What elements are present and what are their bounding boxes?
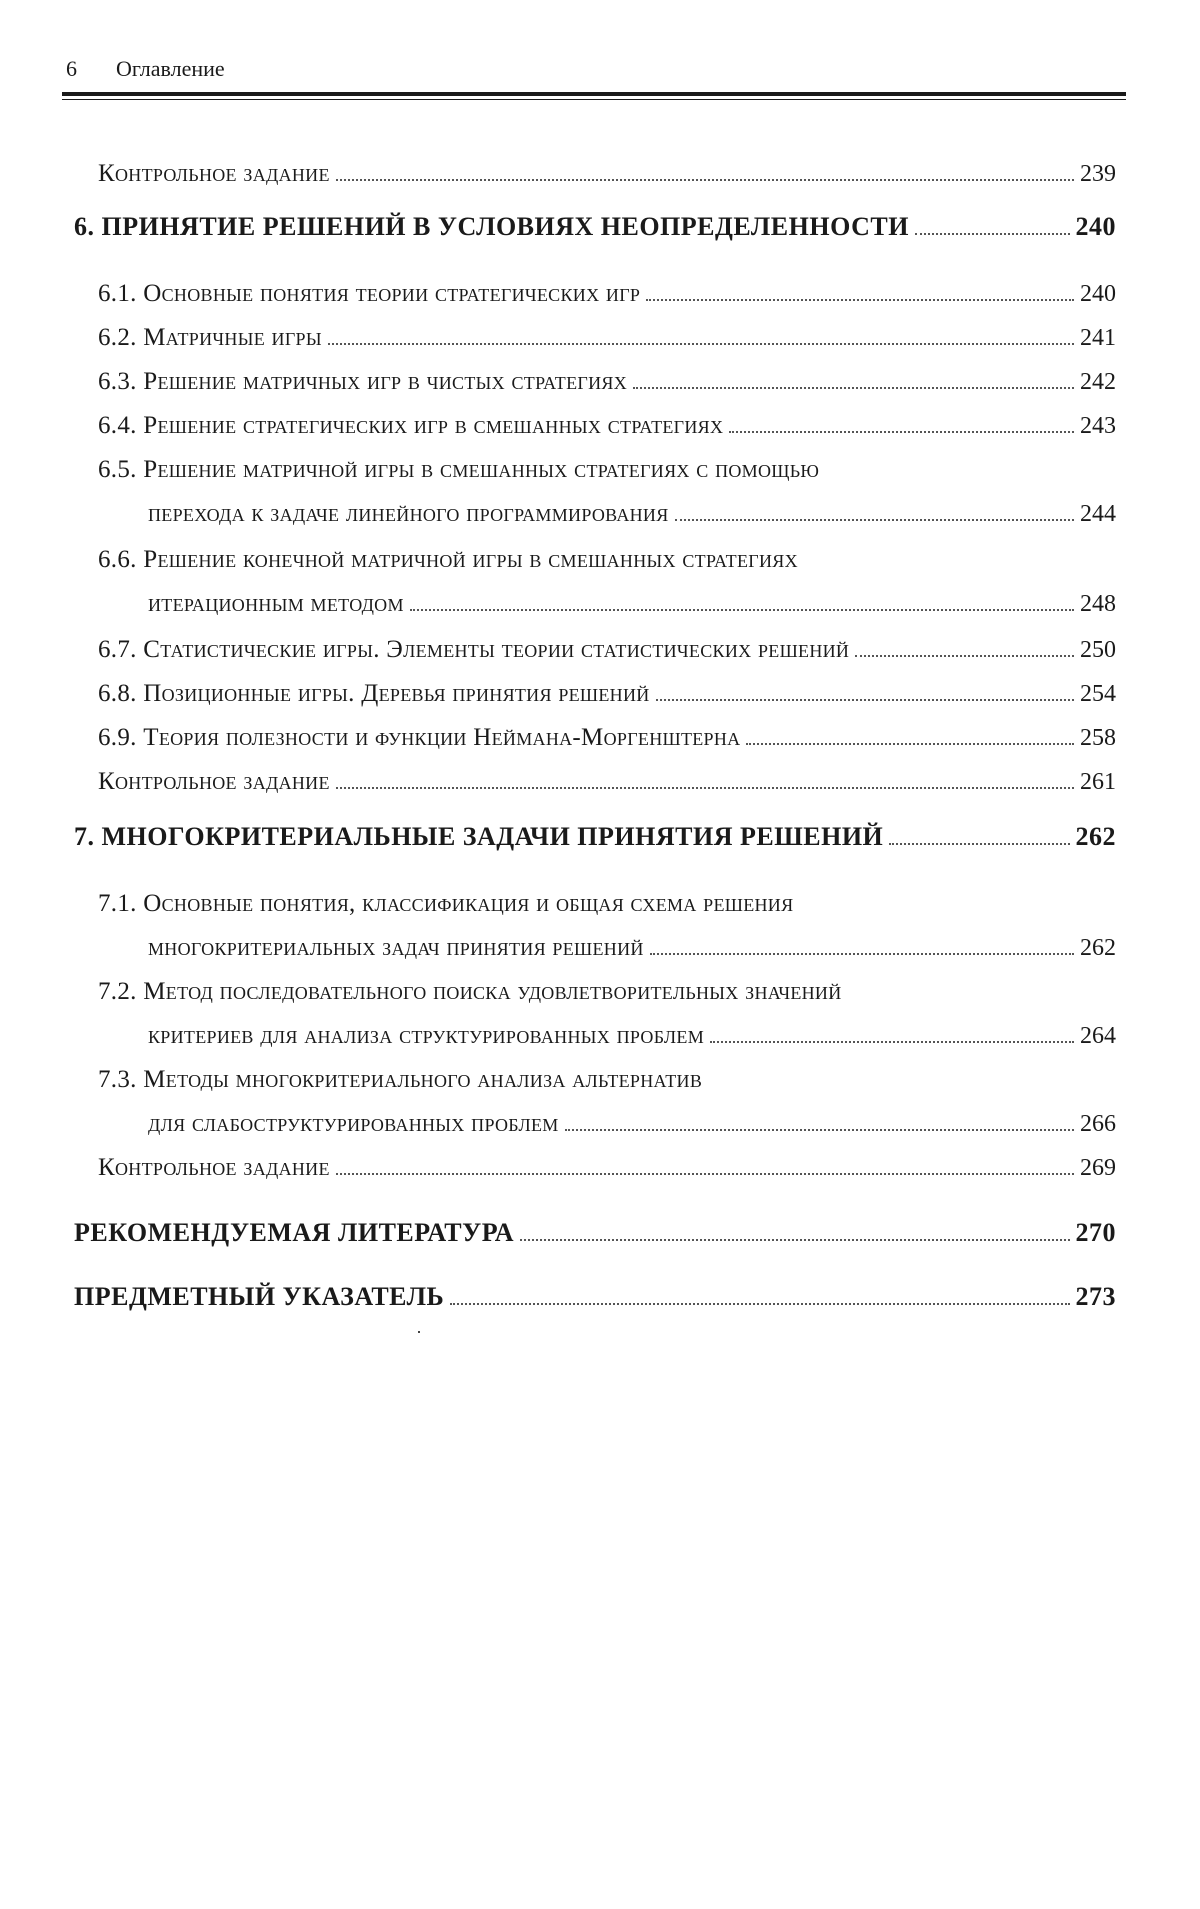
toc-entry-title: 6.3. Решение матричных игр в чистых стратегиях (98, 368, 628, 395)
dot-leader (729, 431, 1074, 433)
toc-entry-title: Контрольное задание (98, 1154, 330, 1181)
toc-entry-title: перехода к задаче линейного программирования (148, 500, 669, 527)
toc-page-number: 270 (1075, 1218, 1116, 1247)
toc-entry (98, 324, 1116, 352)
running-title: Оглавление (116, 56, 225, 81)
toc-page-number: 269 (1080, 1155, 1116, 1181)
toc-page-number: 273 (1075, 1282, 1116, 1311)
toc-entry (98, 724, 1116, 752)
toc-entry-title: критериев для анализа структурированных проблем (148, 1022, 705, 1049)
toc-entry-line1: 7.3. Методы многокритериального анализа альтернатив (98, 1066, 703, 1093)
toc-entry-title: 6.2. Матричные игры (98, 324, 322, 351)
header-rule-thick (62, 92, 1126, 96)
dot-leader (746, 743, 1074, 745)
toc-entry (98, 368, 1116, 396)
dot-leader (889, 843, 1069, 845)
dot-leader (336, 1173, 1074, 1175)
toc-page-number: 266 (1080, 1111, 1116, 1137)
dot-leader (336, 787, 1074, 789)
toc-entry (148, 590, 1116, 618)
toc-entry-title: 6.8. Позиционные игры. Деревья принятия решений (98, 680, 650, 707)
dot-leader (656, 699, 1074, 701)
dot-leader (915, 233, 1070, 235)
toc-entry-title: итерационным методом (148, 590, 404, 617)
dot-leader (520, 1239, 1069, 1241)
toc-page-number: 248 (1080, 591, 1116, 617)
toc-entry-title: 7. МНОГОКРИТЕРИАЛЬНЫЕ ЗАДАЧИ ПРИНЯТИЯ РЕШЕНИЙ (74, 822, 884, 851)
toc-entry-title: 6. ПРИНЯТИЕ РЕШЕНИЙ В УСЛОВИЯХ НЕОПРЕДЕЛЕННОСТИ (74, 212, 909, 241)
toc-page-number: 261 (1080, 769, 1116, 795)
dot-leader (633, 387, 1074, 389)
toc-chapter (74, 212, 1116, 242)
toc-entry-title: Контрольное задание (98, 768, 330, 795)
toc-entry-title: многокритериальных задач принятия решений (148, 934, 644, 961)
toc-page-number: 241 (1080, 325, 1116, 351)
toc-entry-title: 6.9. Теория полезности и функции Неймана-Моргенштерна (98, 724, 741, 751)
toc-entry-title: ПРЕДМЕТНЫЙ УКАЗАТЕЛЬ (74, 1282, 445, 1311)
toc-page-number: 262 (1080, 935, 1116, 961)
toc-entry (98, 160, 1116, 188)
toc-entry (148, 1110, 1116, 1138)
toc-entry (98, 412, 1116, 440)
toc-entry-title: 6.7. Статистические игры. Элементы теории статистических решений (98, 636, 850, 663)
toc-entry-title: Контрольное задание (98, 160, 330, 187)
toc-entry (98, 1154, 1116, 1182)
toc-entry-line1: 6.6. Решение конечной матричной игры в смешанных стратегиях (98, 546, 798, 573)
dot-leader (855, 655, 1074, 657)
toc-entry-line1: 7.1. Основные понятия, классификация и общая схема решения (98, 890, 794, 917)
toc-page-number: 239 (1080, 161, 1116, 187)
toc-page-number: 244 (1080, 501, 1116, 527)
toc-chapter (74, 1282, 1116, 1312)
toc-page-number: 240 (1080, 281, 1116, 307)
toc-entry-line1: 7.2. Метод последовательного поиска удовлетворительных значений (98, 978, 842, 1005)
dot-leader (565, 1129, 1074, 1131)
toc-entry (98, 636, 1116, 664)
toc-entry (98, 680, 1116, 708)
toc-entry-title: 6.1. Основные понятия теории стратегических игр (98, 280, 641, 307)
toc-entry-title: для слабоструктурированных проблем (148, 1110, 559, 1137)
stray-mark (418, 1331, 420, 1333)
toc-entry-title: 6.4. Решение стратегических игр в смешанных стратегиях (98, 412, 724, 439)
toc-page-number: 258 (1080, 725, 1116, 751)
toc-chapter (74, 822, 1116, 852)
running-head (66, 56, 1126, 86)
toc-entry (98, 768, 1116, 796)
header-rule-thin (62, 99, 1126, 100)
toc-entry (148, 1022, 1116, 1050)
toc-entry-title: РЕКОМЕНДУЕМАЯ ЛИТЕРАТУРА (74, 1218, 515, 1247)
dot-leader (410, 609, 1074, 611)
toc-entry (98, 280, 1116, 308)
dot-leader (710, 1041, 1074, 1043)
dot-leader (650, 953, 1074, 955)
dot-leader (450, 1303, 1069, 1305)
page-number: 6 (66, 56, 77, 81)
toc-page-number: 242 (1080, 369, 1116, 395)
toc-page-number: 250 (1080, 637, 1116, 663)
toc-page-number: 262 (1075, 822, 1116, 851)
toc-entry (148, 500, 1116, 528)
toc-page-number: 240 (1075, 212, 1116, 241)
toc-page-number: 254 (1080, 681, 1116, 707)
dot-leader (675, 519, 1074, 521)
toc-chapter (74, 1218, 1116, 1248)
dot-leader (328, 343, 1074, 345)
dot-leader (336, 179, 1074, 181)
dot-leader (646, 299, 1074, 301)
toc-entry (148, 934, 1116, 962)
toc-page-number: 264 (1080, 1023, 1116, 1049)
toc-page-number: 243 (1080, 413, 1116, 439)
toc-entry-line1: 6.5. Решение матричной игры в смешанных стратегиях с помощью (98, 456, 820, 483)
